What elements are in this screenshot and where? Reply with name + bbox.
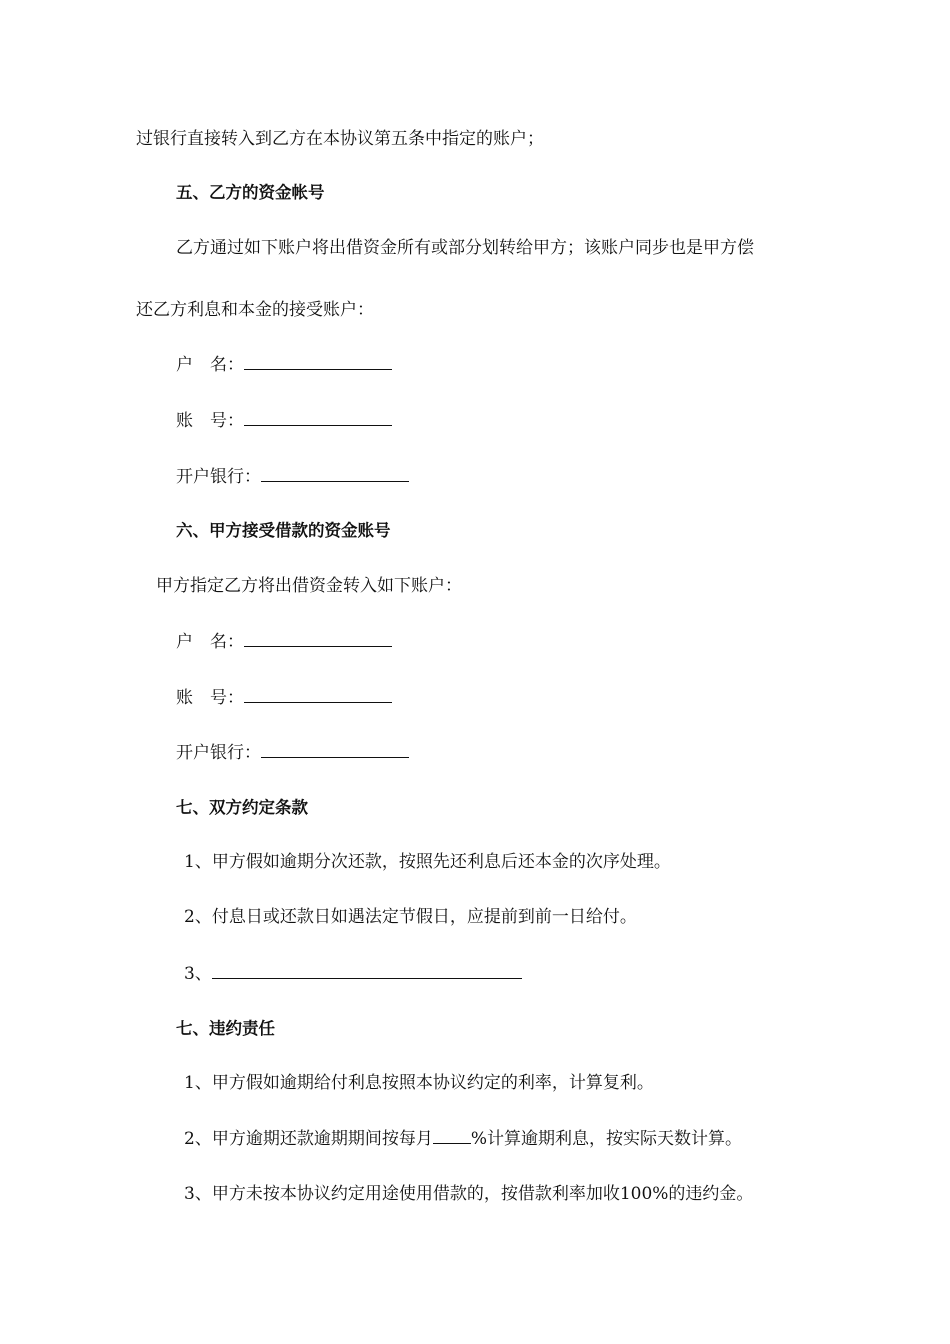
- s7-item-3-row: [184, 962, 522, 985]
- s8-item-1: 1、甲方假如逾期给付利息按照本协议约定的利率，计算复利。: [184, 1073, 654, 1093]
- s7-item-3-prefix: 3、: [184, 964, 212, 984]
- s5-account-number-blank[interactable]: [244, 409, 392, 426]
- s5-bank-label: 开户银行：: [176, 467, 261, 487]
- section-6-heading: 六、甲方接受借款的资金账号: [176, 521, 391, 540]
- s5-account-name-blank[interactable]: [244, 353, 392, 370]
- section-5-heading: 五、乙方的资金帐号: [176, 183, 325, 202]
- section-8-heading: 七、违约责任: [176, 1019, 275, 1038]
- s7-item-1: 1、甲方假如逾期分次还款，按照先还利息后还本金的次序处理。: [184, 852, 671, 872]
- s8-item-2-row: [184, 1127, 742, 1150]
- s7-item-3-blank[interactable]: [212, 962, 522, 979]
- s7-item-2: 2、付息日或还款日如遇法定节假日，应提前到前一日给付。: [184, 907, 637, 927]
- s6-bank-row: [176, 741, 409, 764]
- s6-account-number-row: [176, 686, 392, 709]
- s8-item-2-text-a: 2、甲方逾期还款逾期期间按每月: [184, 1129, 433, 1149]
- section-5-text-line1: 乙方通过如下账户将出借资金所有或部分划转给甲方；该账户同步也是甲方偿: [176, 238, 754, 258]
- s8-item-2-text-b: %计算逾期利息，按实际天数计算。: [470, 1129, 742, 1149]
- section-5-text-line2: 还乙方利息和本金的接受账户：: [136, 300, 374, 320]
- s5-bank-row: [176, 465, 409, 488]
- s5-account-number-row: [176, 409, 392, 432]
- s8-item-2-rate-blank[interactable]: [433, 1127, 471, 1144]
- s6-account-number-label: 账 号：: [176, 688, 244, 708]
- s5-account-name-label: 户 名：: [176, 355, 244, 375]
- s8-item-3: 3、甲方未按本协议约定用途使用借款的，按借款利率加收100%的违约金。: [184, 1184, 754, 1204]
- section-7-heading: 七、双方约定条款: [176, 798, 308, 817]
- s5-account-name-row: [176, 353, 392, 376]
- paragraph-continuation: 过银行直接转入到乙方在本协议第五条中指定的账户；: [136, 129, 544, 149]
- section-6-text: 甲方指定乙方将出借资金转入如下账户：: [156, 576, 462, 596]
- s5-bank-blank[interactable]: [261, 465, 409, 482]
- s6-account-name-label: 户 名：: [176, 632, 244, 652]
- s6-account-name-row: [176, 630, 392, 653]
- s6-account-name-blank[interactable]: [244, 630, 392, 647]
- s6-bank-blank[interactable]: [261, 741, 409, 758]
- s6-account-number-blank[interactable]: [244, 686, 392, 703]
- s5-account-number-label: 账 号：: [176, 411, 244, 431]
- s6-bank-label: 开户银行：: [176, 743, 261, 763]
